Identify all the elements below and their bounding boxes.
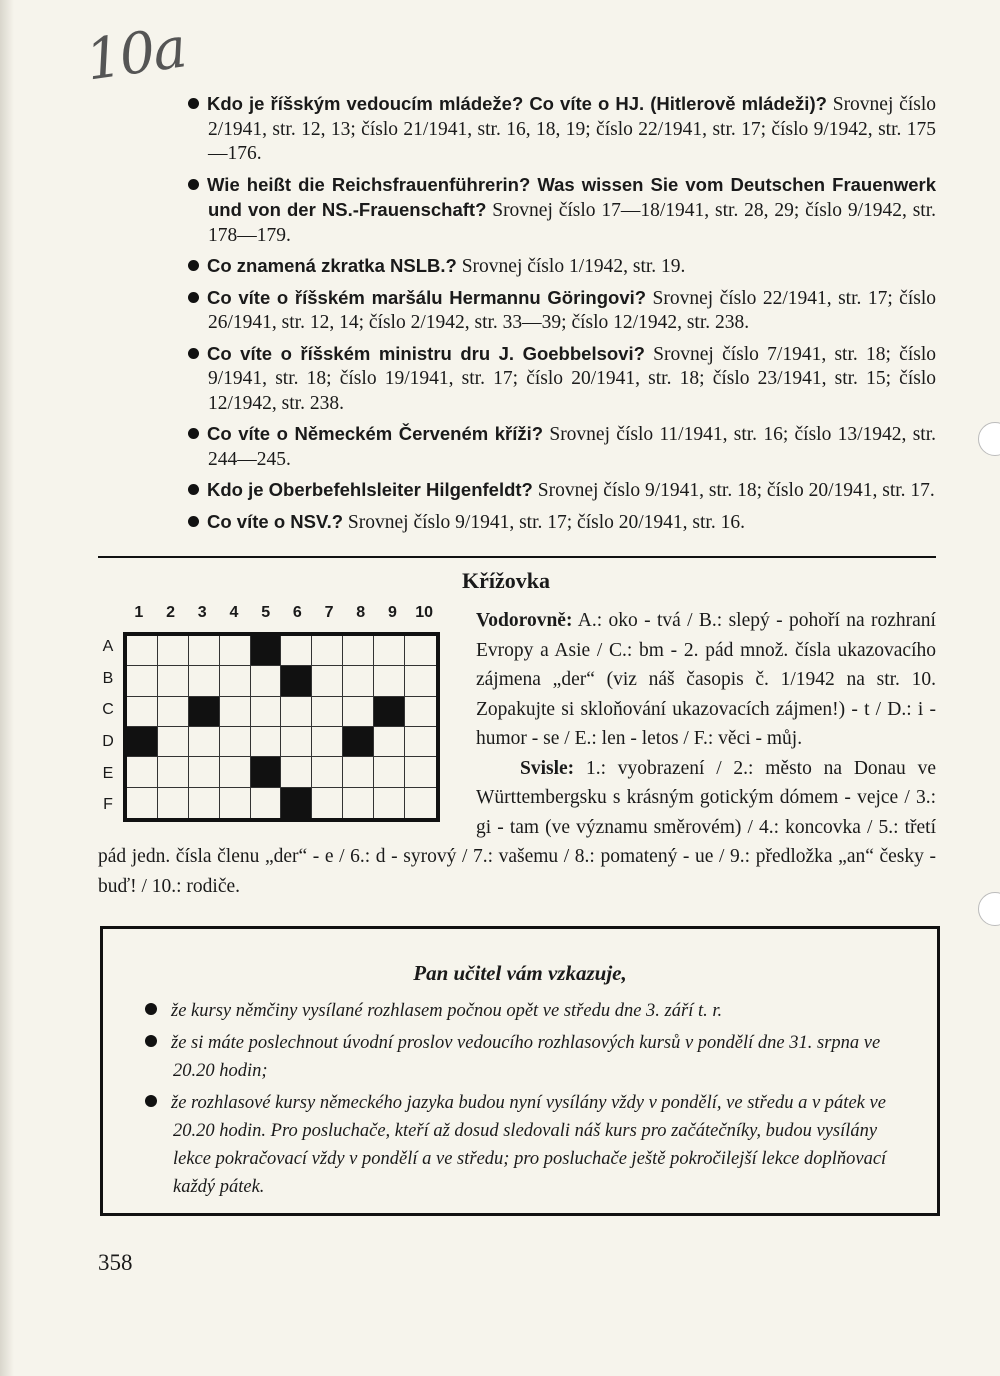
bullet-icon bbox=[188, 292, 199, 303]
row-letter: F bbox=[103, 796, 113, 814]
crossword-cell[interactable] bbox=[343, 636, 374, 666]
down-text: 1.: vyobrazení / 2.: město na Donau ve Württembergsku s krásným gotickým dómem - vejce / 3.: gi - tam (ve významu směrovém) / 4.: koncovka / 5.: třetí pád jedn. čísla členu „der“ - e / 6.: d - syrový / 7.: vašemu / 8.: pomatený - ue / 9.: předložka „an“ česky - buď! / 10.: rodiče. bbox=[98, 757, 936, 897]
column-number: 8 bbox=[356, 604, 366, 621]
question-item bbox=[208, 510, 936, 536]
crossword-cell[interactable] bbox=[312, 788, 343, 818]
question-item bbox=[208, 254, 936, 280]
crossword-cell[interactable] bbox=[405, 697, 436, 727]
notice-text: že si máte poslechnout úvodní proslov vedoucího rozhlasových kursů v pondělí dne 31. srpna ve 20.20 hodin; bbox=[171, 1033, 881, 1081]
crossword-cell[interactable] bbox=[158, 788, 189, 818]
row-letter: D bbox=[102, 732, 114, 750]
question-text: Co víte o NSV.? bbox=[207, 510, 344, 532]
notice-text: že rozhlasové kursy německého jazyka budou nyní vysílány vždy v pondělí, ve středu a v pátek ve 20.20 hodin. Pro posluchače, kteří až dosud sledovali náš kurs pro začátečníky, budou vysílány lekce pokračovací vždy v pondělí a ve středu; pro posluchače ještě pokročilejší lekce doplňovací každý pátek. bbox=[171, 1093, 887, 1197]
question-text: Co víte o říšském ministru dru J. Goebbelsovi? bbox=[207, 342, 645, 364]
question-item bbox=[208, 92, 936, 167]
crossword-cell[interactable] bbox=[281, 727, 312, 757]
question-reference: Srovnej číslo 9/1941, str. 18; číslo 20/1941, str. 17. bbox=[537, 480, 935, 501]
crossword-cell[interactable] bbox=[189, 636, 220, 666]
crossword-title: Křížovka bbox=[462, 568, 550, 593]
punch-hole bbox=[978, 892, 1000, 926]
crossword-cell[interactable] bbox=[405, 727, 436, 757]
crossword-cell[interactable] bbox=[405, 757, 436, 787]
crossword-black-cell bbox=[189, 697, 220, 727]
crossword-cell[interactable] bbox=[158, 636, 189, 666]
bullet-icon bbox=[188, 428, 199, 439]
bullet-icon bbox=[145, 1003, 157, 1015]
question-text: Kdo je Oberbefehlsleiter Hilgenfeldt? bbox=[207, 479, 533, 500]
crossword-cell[interactable] bbox=[343, 666, 374, 696]
column-number: 9 bbox=[387, 604, 397, 621]
crossword-cell[interactable] bbox=[312, 666, 343, 696]
question-item bbox=[208, 286, 936, 336]
crossword-black-cell bbox=[281, 666, 312, 696]
crossword-cell[interactable] bbox=[251, 666, 282, 696]
question-text: Co znamená zkratka NSLB.? bbox=[207, 255, 457, 276]
crossword-cell[interactable] bbox=[220, 788, 251, 818]
crossword-cell[interactable] bbox=[220, 636, 251, 666]
row-letter: B bbox=[102, 669, 114, 687]
crossword-cell[interactable] bbox=[127, 697, 158, 727]
bullet-icon bbox=[188, 484, 199, 495]
notice-title: Pan učitel vám vzkazuje, bbox=[413, 961, 627, 985]
notice-text: že kursy němčiny vysílané rozhlasem počnou opět ve středu dne 3. září t. r. bbox=[171, 1001, 723, 1021]
column-number: 6 bbox=[292, 604, 302, 621]
crossword-black-cell bbox=[343, 727, 374, 757]
down-label: Svisle: bbox=[520, 757, 575, 779]
crossword-cell[interactable] bbox=[374, 788, 405, 818]
question-item bbox=[208, 342, 936, 417]
crossword-cell[interactable] bbox=[189, 727, 220, 757]
crossword-cell[interactable] bbox=[251, 788, 282, 818]
question-reference: Srovnej číslo 7/1941, str. 18; číslo 9/1941, str. 18; číslo 19/1941, str. 17; číslo 20/1941, str. 18; číslo 23/1941, str. 15; číslo 12/1942, str. 238. bbox=[208, 343, 936, 414]
bullet-icon bbox=[145, 1095, 157, 1107]
crossword-cell[interactable] bbox=[189, 757, 220, 787]
crossword-cell[interactable] bbox=[281, 636, 312, 666]
crossword-cell[interactable] bbox=[158, 757, 189, 787]
across-label: Vodorovně: bbox=[476, 610, 573, 631]
row-letter: E bbox=[102, 764, 114, 782]
crossword-cell[interactable] bbox=[405, 636, 436, 666]
page-edge bbox=[0, 0, 14, 1376]
column-number: 7 bbox=[324, 604, 334, 621]
section-divider bbox=[98, 556, 936, 558]
crossword-cell[interactable] bbox=[374, 666, 405, 696]
bullet-icon bbox=[188, 260, 199, 271]
crossword-black-cell bbox=[281, 788, 312, 818]
question-item bbox=[208, 173, 936, 249]
column-number: 10 bbox=[415, 604, 434, 621]
column-number: 5 bbox=[261, 604, 271, 621]
notice-item bbox=[173, 1029, 893, 1085]
column-number: 3 bbox=[197, 604, 207, 621]
crossword-cell[interactable] bbox=[220, 757, 251, 787]
teacher-notice bbox=[100, 926, 940, 1216]
crossword-cell[interactable] bbox=[251, 697, 282, 727]
question-reference: Srovnej číslo 11/1941, str. 16; číslo 13/1942, str. 244—245. bbox=[208, 424, 937, 470]
question-text: Wie heißt die Reichsfrauenführerin? Was wissen Sie vom Deutschen Frauenwerk und von der NS.-Frauenschaft? bbox=[207, 173, 936, 220]
row-letter: C bbox=[102, 701, 114, 719]
handwritten-note: 10a bbox=[81, 15, 189, 94]
crossword-cell[interactable] bbox=[374, 727, 405, 757]
column-number: 1 bbox=[134, 604, 144, 621]
question-reference: Srovnej číslo 9/1941, str. 17; číslo 20/1941, str. 16. bbox=[347, 511, 745, 533]
crossword-cell[interactable] bbox=[312, 757, 343, 787]
crossword-cell[interactable] bbox=[127, 636, 158, 666]
question-list bbox=[208, 92, 936, 541]
crossword-cell[interactable] bbox=[312, 636, 343, 666]
crossword-cell[interactable] bbox=[189, 788, 220, 818]
crossword-black-cell bbox=[251, 757, 282, 787]
crossword-grid[interactable] bbox=[123, 632, 440, 822]
crossword-cell[interactable] bbox=[220, 727, 251, 757]
bullet-icon bbox=[188, 516, 199, 527]
crossword-cell[interactable] bbox=[158, 727, 189, 757]
crossword-cell[interactable] bbox=[405, 666, 436, 696]
crossword-cell[interactable] bbox=[405, 788, 436, 818]
column-number: 4 bbox=[229, 604, 239, 621]
notice-item bbox=[173, 997, 893, 1025]
crossword-cell[interactable] bbox=[158, 666, 189, 696]
crossword-cell[interactable] bbox=[343, 788, 374, 818]
question-item bbox=[208, 422, 936, 472]
bullet-icon bbox=[188, 348, 199, 359]
crossword-cell[interactable] bbox=[127, 788, 158, 818]
question-item bbox=[208, 478, 936, 504]
crossword-cell[interactable] bbox=[127, 757, 158, 787]
crossword-cell[interactable] bbox=[343, 757, 374, 787]
crossword-cell[interactable] bbox=[312, 727, 343, 757]
crossword-cell[interactable] bbox=[251, 727, 282, 757]
crossword-cell[interactable] bbox=[189, 666, 220, 696]
crossword-black-cell bbox=[251, 636, 282, 666]
crossword-cell[interactable] bbox=[312, 697, 343, 727]
question-text: Kdo je říšským vedoucím mládeže? Co víte o HJ. (Hitlerově mládeži)? bbox=[207, 93, 827, 114]
crossword-cell[interactable] bbox=[158, 697, 189, 727]
question-reference: Srovnej číslo 1/1942, str. 19. bbox=[461, 256, 686, 277]
bullet-icon bbox=[188, 98, 199, 109]
crossword-black-cell bbox=[127, 727, 158, 757]
crossword-cell[interactable] bbox=[220, 666, 251, 696]
crossword-cell[interactable] bbox=[374, 636, 405, 666]
bullet-icon bbox=[145, 1035, 157, 1047]
question-reference: Srovnej číslo 17—18/1941, str. 28, 29; číslo 9/1942, str. 178—179. bbox=[208, 200, 937, 246]
question-reference: Srovnej číslo 22/1941, str. 17; číslo 26/1941, str. 12, 14; číslo 2/1942, str. 33—39; číslo 12/1942, str. 238. bbox=[208, 287, 936, 333]
bullet-icon bbox=[188, 179, 199, 190]
page-number: 358 bbox=[98, 1250, 133, 1275]
notice-list bbox=[173, 997, 893, 1205]
crossword-cell[interactable] bbox=[220, 697, 251, 727]
crossword-cell[interactable] bbox=[281, 757, 312, 787]
question-text: Co víte o Německém Červeném kříži? bbox=[207, 423, 544, 444]
across-text: A.: oko - tvá / B.: slepý - pohoří na rozhraní Evropy a Asie / C.: bm - 2. pád množ. čísla ukazovacího zájmena „der“ (viz náš časopis č. 1/1942 na str. 10. Zopakujte si skloňování ukazovacích zájmen!) - t / D.: i - humor - se / E.: len - letos / F.: věci - můj. bbox=[476, 610, 936, 749]
question-reference: Srovnej číslo 2/1941, str. 12, 13; číslo 21/1941, str. 16, 18, 19; číslo 22/1941, str. 17; číslo 9/1942, str. 175—176. bbox=[208, 94, 937, 164]
crossword-black-cell bbox=[374, 697, 405, 727]
punch-hole bbox=[978, 422, 1000, 456]
question-text: Co víte o říšském maršálu Hermannu Göringovi? bbox=[207, 286, 647, 308]
column-number: 2 bbox=[166, 604, 175, 621]
crossword-cell[interactable] bbox=[374, 757, 405, 787]
row-letter: A bbox=[102, 637, 114, 655]
crossword-cell[interactable] bbox=[343, 697, 374, 727]
crossword-grid-area bbox=[98, 604, 448, 834]
crossword-cell[interactable] bbox=[127, 666, 158, 696]
crossword-cell[interactable] bbox=[281, 697, 312, 727]
notice-item bbox=[173, 1089, 893, 1201]
